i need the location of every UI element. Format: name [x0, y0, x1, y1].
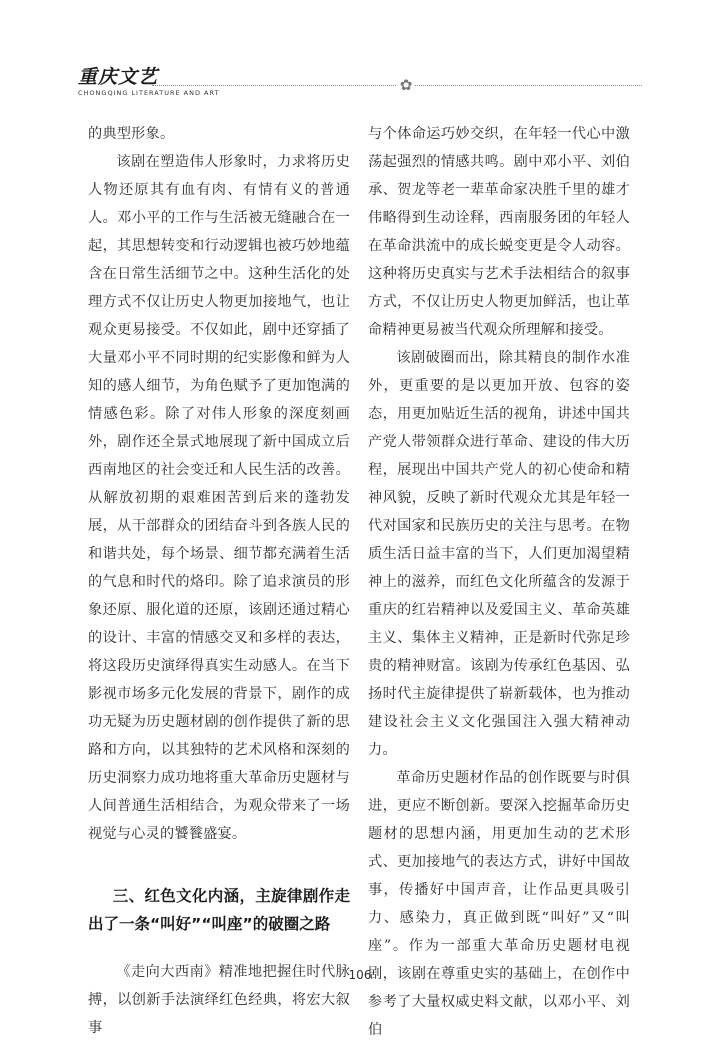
journal-logo-cn: 重庆文艺	[78, 66, 159, 88]
paragraph: 的典型形象。	[88, 126, 175, 142]
journal-header	[78, 62, 642, 106]
journal-logo-en: CHONGQING LITERATURE AND ART	[78, 89, 220, 97]
flower-ornament-icon: ✿	[397, 76, 415, 94]
paragraph: 该剧破圈而出，除其精良的制作水准外，更重要的是以更加开放、包容的姿态，用更加贴近生活的视角，讲述中国共产党人带领群众进行革命、建设的伟大历程，展现出中国共产党人的初心使命和精神风貌，反映了新时代观众尤其是年轻一代对国家和民族历史的关注与思考。在物质生活日益丰富的当下，人们更加渴望精神上的滋养，而红色文化所蕴含的发源于重庆的红岩精神以及爱国主义、革命英雄主义、集体主义精神，正是新时代弥足珍贵的精神财富。该剧为传承红色基因、弘扬时代主旋律提供了崭新载体，也为推动建设社会主义文化强国注入强大精神动力。	[368, 350, 630, 758]
paragraph: 该剧在塑造伟人形象时，力求将历史人物还原其有血有肉、有情有义的普通人。邓小平的工作与生活被无缝融合在一起，其思想转变和行动逻辑也被巧妙地蕴含在日常生活细节之中。这种生活化的处理方式不仅让历史人物更加接地气，也让观众更易接受。不仅如此，剧中还穿插了大量邓小平不同时期的纪实影像和鲜为人知的感人细节，为角色赋予了更加饱满的情感色彩。除了对伟人形象的深度刻画外，剧作还全景式地展现了新中国成立后西南地区的社会变迁和人民生活的改善。从解放初期的艰难困苦到后来的蓬勃发展，从干部群众的团结奋斗到各族人民的和谐共处，每个场景、细节都充满着生活的气息和时代的烙印。除了追求演员的形象还原、服化道的还原，该剧还通过精心的设计、丰富的情感交叉和多样的表达，将这段历史演绎得真实生动感人。在当下影视市场多元化发展的背景下，剧作的成功无疑为历史题材剧的创作提供了新的思路和方向，以其独特的艺术风格和深刻的历史洞察力成功地将重大革命历史题材与人间普通生活相结合，为观众带来了一场视觉与心灵的饕餮盛宴。	[88, 154, 350, 842]
section-heading: 三、红色文化内涵，主旋律剧作走出了一条“叫好”“叫座”的破圈之路	[88, 887, 350, 933]
paragraph: 革命历史题材作品的创作既要与时俱进，更应不断创新。要深入挖掘革命历史题材的思想内涵，用更加生动的艺术形式、更加接地气的表达方式，讲好中国故事，传播好中国声音，让作品更具吸引力、感染力，真正做到既“叫好”又“叫座”。作为一部重大革命历史题材电视剧，该剧在尊重史实的基础上，在创作中参考了大量权威史料文献，以邓小平、刘伯	[368, 770, 630, 1038]
left-column	[88, 120, 350, 1042]
right-column	[368, 120, 630, 1044]
page-number: 106	[348, 968, 372, 982]
paragraph: 与个体命运巧妙交织，在年轻一代心中激荡起强烈的情感共鸣。剧中邓小平、刘伯承、贺龙等老一辈革命家决胜千里的雄才伟略得到生动诠释，西南服务团的年轻人在革命洪流中的成长蜕变更是令人动容。这种将历史真实与艺术手法相结合的叙事方式，不仅让历史人物更加鲜活，也让革命精神更易被当代观众所理解和接受。	[368, 126, 630, 338]
paragraph: 《走向大西南》精准地把握住时代脉搏，以创新手法演绎红色经典，将宏大叙事	[88, 964, 350, 1036]
